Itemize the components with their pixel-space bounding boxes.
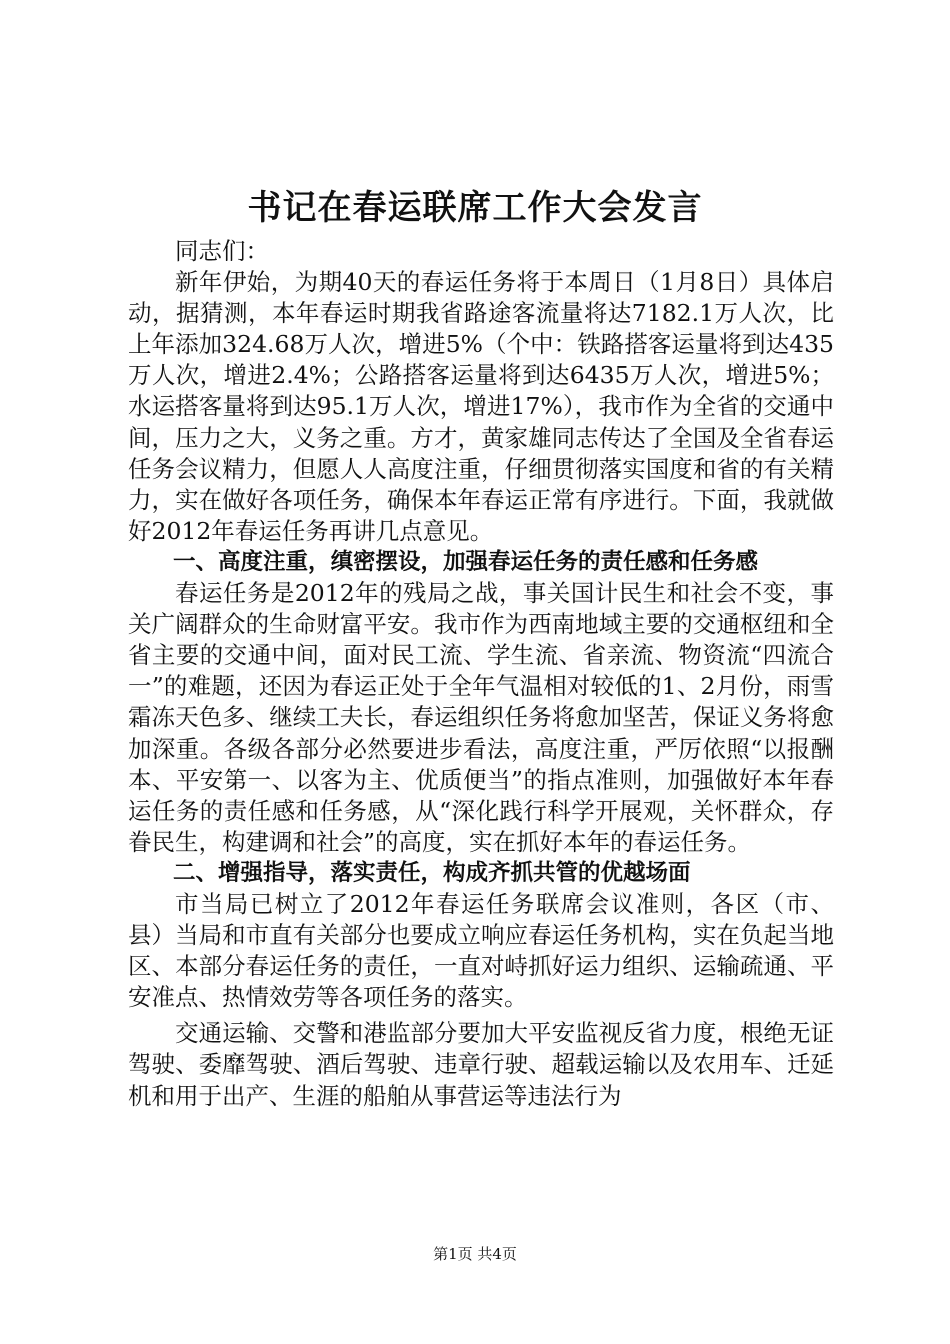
salutation: 同志们： <box>175 237 269 265</box>
section-2-paragraph-1: 市当局已树立了2012年春运任务联席会议准则，各区（市、县）当局和市直有关部分也要成立响应春运任务机构，实在负起当地区、本部分春运任务的责任，一直对峙抓好运力组织、运输疏通、平安准点、热情效劳等各项任务的落实。 <box>128 889 834 1012</box>
page-number-footer: 第1页 共4页 <box>433 1245 517 1263</box>
section-2-paragraph-2: 交通运输、交警和港监部分要加大平安监视反省力度，根绝无证驾驶、委靡驾驶、酒后驾驶、违章行驶、超载运输以及农用车、迁延机和用于出产、生涯的船舶从事营运等违法行为 <box>128 1019 834 1110</box>
document-body <box>128 236 834 1112</box>
section-1-paragraph: 春运任务是2012年的残局之战，事关国计民生和社会不变，事关广阔群众的生命财富平安。我市作为西南地域主要的交通枢纽和全省主要的交通中间，面对民工流、学生流、省亲流、物资流“四流合一”的难题，还因为春运正处于全年气温相对较低的1、2月份，雨雪霜冻天色多、继续工夫长，春运组织任务将愈加坚苦，保证义务将愈加深重。各级各部分必然要进步看法，高度注重，严厉依照“以报酬本、平安第一、以客为主、优质便当”的指点准则，加强做好本年春运任务的责任感和任务感，从“深化践行科学开展观，关怀群众，存眷民生，构建调和社会”的高度，实在抓好本年的春运任务。 <box>128 579 834 856</box>
section-heading-1: 一、高度注重，缜密摆设，加强春运任务的责任感和任务感 <box>173 548 759 575</box>
section-heading-2: 二、增强指导，落实责任，构成齐抓共管的优越场面 <box>173 859 691 886</box>
intro-paragraph: 新年伊始，为期40天的春运任务将于本周日（1月8日）具体启动，据猜测，本年春运时期我省路途客流量将达7182.1万人次，比上年添加324.68万人次，增进5%（个中：铁路搭客运量将到达435万人次，增进2.4%；公路搭客运量将到达6435万人次，增进5%；水运搭客量将到达95.1万人次，增进17%），我市作为全省的交通中间，压力之大，义务之重。方才，黄家雄同志传达了全国及全省春运任务会议精力，但愿人人高度注重，仔细贯彻落实国度和省的有关精力，实在做好各项任务，确保本年春运正常有序进行。下面，我就做好2012年春运任务再讲几点意见。 <box>128 268 834 545</box>
document-title: 书记在春运联席工作大会发言 <box>247 188 703 228</box>
